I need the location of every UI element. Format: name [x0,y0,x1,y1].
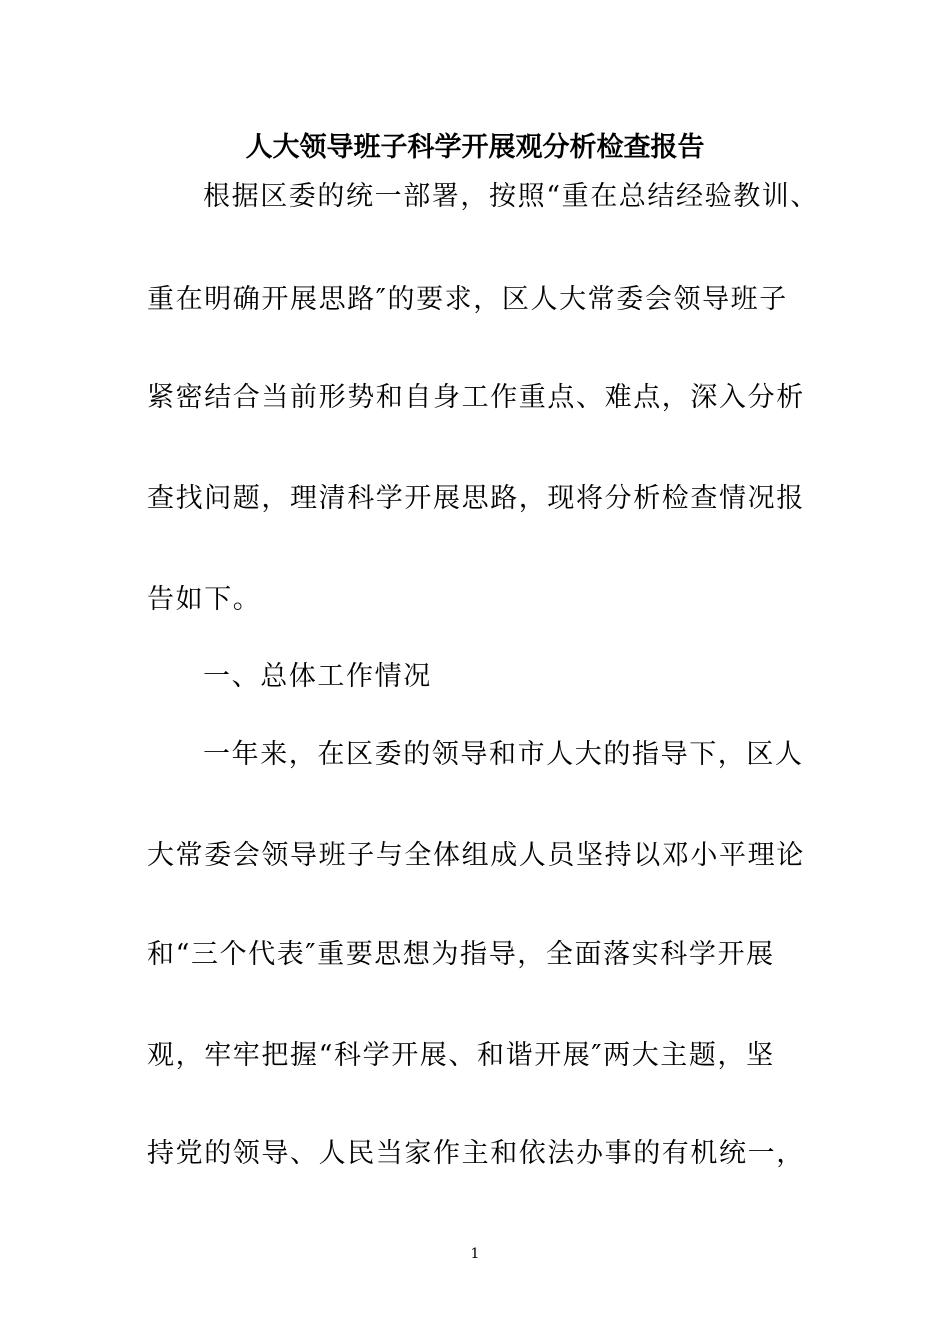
paragraph-line-10: 观，牢牢把握“科学开展、和谐开展″两大主题，坚 [147,1040,775,1071]
paragraph-line-7: 一年来，在区委的领导和市人大的指导下，区人 [203,739,804,770]
page-number: 1 [470,1246,480,1262]
document-title: 人大领导班子科学开展观分析检查报告 [245,132,705,163]
paragraph-line-5: 告如下。 [147,584,262,615]
paragraph-line-2: 重在明确开展思路″的要求，区人大常委会领导班子 [147,284,788,315]
paragraph-line-3: 紧密结合当前形势和自身工作重点、难点，深入分析 [147,382,805,413]
paragraph-line-9: 和“三个代表″重要思想为指导，全面落实科学开展 [147,939,775,970]
paragraph-line-8: 大常委会领导班子与全体组成人员坚持以邓小平理论 [147,840,805,871]
section-heading: 一、总体工作情况 [203,661,432,692]
paragraph-line-4: 查找问题，理清科学开展思路，现将分析检查情况报 [147,483,805,514]
paragraph-line-11: 持党的领导、人民当家作主和依法办事的有机统一， [147,1138,805,1169]
paragraph-line-1: 根据区委的统一部署，按照“重在总结经验教训、 [203,181,820,212]
